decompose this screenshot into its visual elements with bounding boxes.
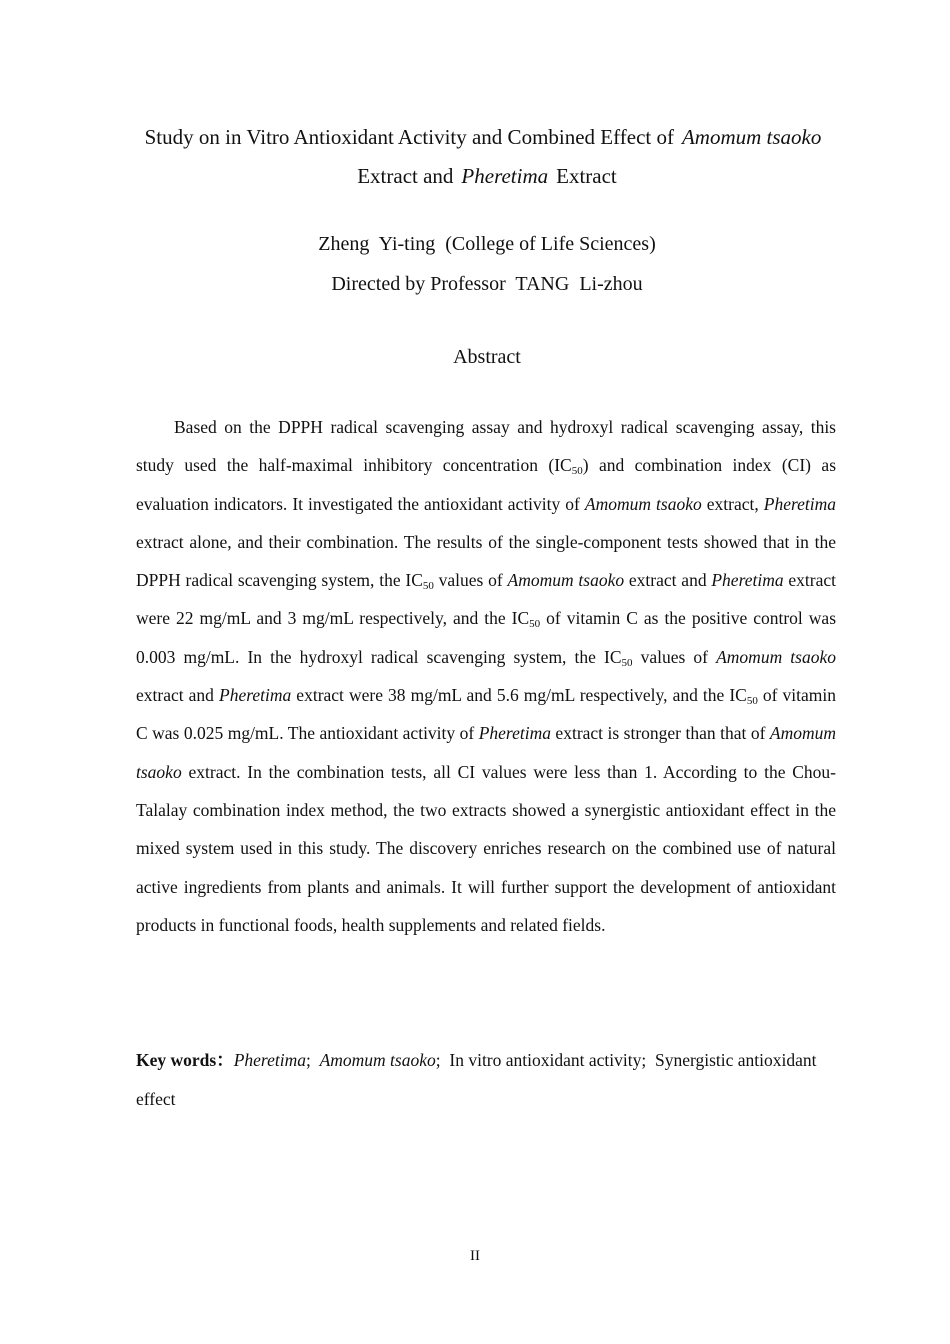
species-name: Pheretima [478,723,551,744]
species-name: Amomum tsaoko [716,646,837,667]
title-text-1: Study on in Vitro Antioxidant Activity and Combined Effect of [144,125,674,149]
title-text-3: Extract [556,164,617,188]
species-name: Pheretima [763,493,836,514]
title-species-pheretima: Pheretima [461,164,549,188]
abstract-text: of vitamin C as the positive control was 0.003 mg/mL. In the hydroxyl radical scavenging system, the IC [136,608,837,667]
paper-title [120,118,854,196]
keyword-item: Amomum tsaoko [319,1050,436,1070]
subscript-50: 50 [571,465,583,478]
abstract-text: ) and combination index (CI) as evaluation indicators. It investigated the antioxidant activity of [136,455,836,514]
species-name: Amomum tsaoko [136,723,836,782]
keyword-separator: ; [641,1050,647,1070]
keyword-separator: ; [435,1050,441,1070]
advisor-line: Directed by Professor TANG Li-zhou [331,273,643,295]
abstract-text: extract is stronger than that of [550,723,770,744]
abstract-text: extract were 38 mg/mL and 5.6 mg/mL respectively, and the IC [291,685,747,706]
abstract-heading: Abstract [453,346,521,368]
subscript-50: 50 [422,580,434,593]
page-number: II [470,1248,480,1264]
abstract-text: of vitamin C was 0.025 mg/mL. The antioxidant activity of [136,685,837,744]
author-line: Zheng Yi-ting (College of Life Sciences) [318,233,656,255]
species-name: Pheretima [711,570,784,591]
abstract-text: values of [433,570,508,591]
abstract-text: extract were 22 mg/mL and 3 mg/mL respectively, and the IC [136,570,837,629]
abstract-text: extract, [701,493,764,514]
abstract-body [136,408,836,944]
keywords [136,1041,836,1118]
keyword-item: In vitro antioxidant activity [449,1050,642,1070]
abstract-text: extract and [624,570,712,591]
subscript-50: 50 [746,695,758,708]
title-species-amomum: Amomum tsaoko [681,125,822,149]
title-text-2: Extract and [357,164,454,188]
author-block [120,224,854,304]
subscript-50: 50 [621,656,633,669]
keyword-item: Synergistic antioxidant effect [136,1050,817,1109]
species-name: Amomum tsaoko [507,570,625,591]
abstract-text: values of [632,646,717,667]
keyword-item: Pheretima [233,1050,306,1070]
keywords-label: Key words： [136,1050,234,1070]
abstract-text: Based on the DPPH radical scavenging assay and hydroxyl radical scavenging assay, this study used the half-maximal inhibitory concentration (IC [136,417,836,476]
abstract-text: extract and [136,685,219,706]
subscript-50: 50 [529,618,541,631]
keyword-separator: ; [305,1050,311,1070]
species-name: Pheretima [219,685,292,706]
abstract-text: extract. In the combination tests, all CI values were less than 1. According to the Chou-Talalay combination index method, the two extracts showed a synergistic antioxidant effect in the mixed system used in this study. The discovery enriches research on the combined use of natural active ingredients from plants and animals. It will further support the development of antioxidant products in functional foods, health supplements and related fields. [136,761,836,935]
abstract-text: extract alone, and their combination. The results of the single-component tests showed that in the DPPH radical scavenging system, the IC [136,531,836,591]
species-name: Amomum tsaoko [584,493,702,514]
